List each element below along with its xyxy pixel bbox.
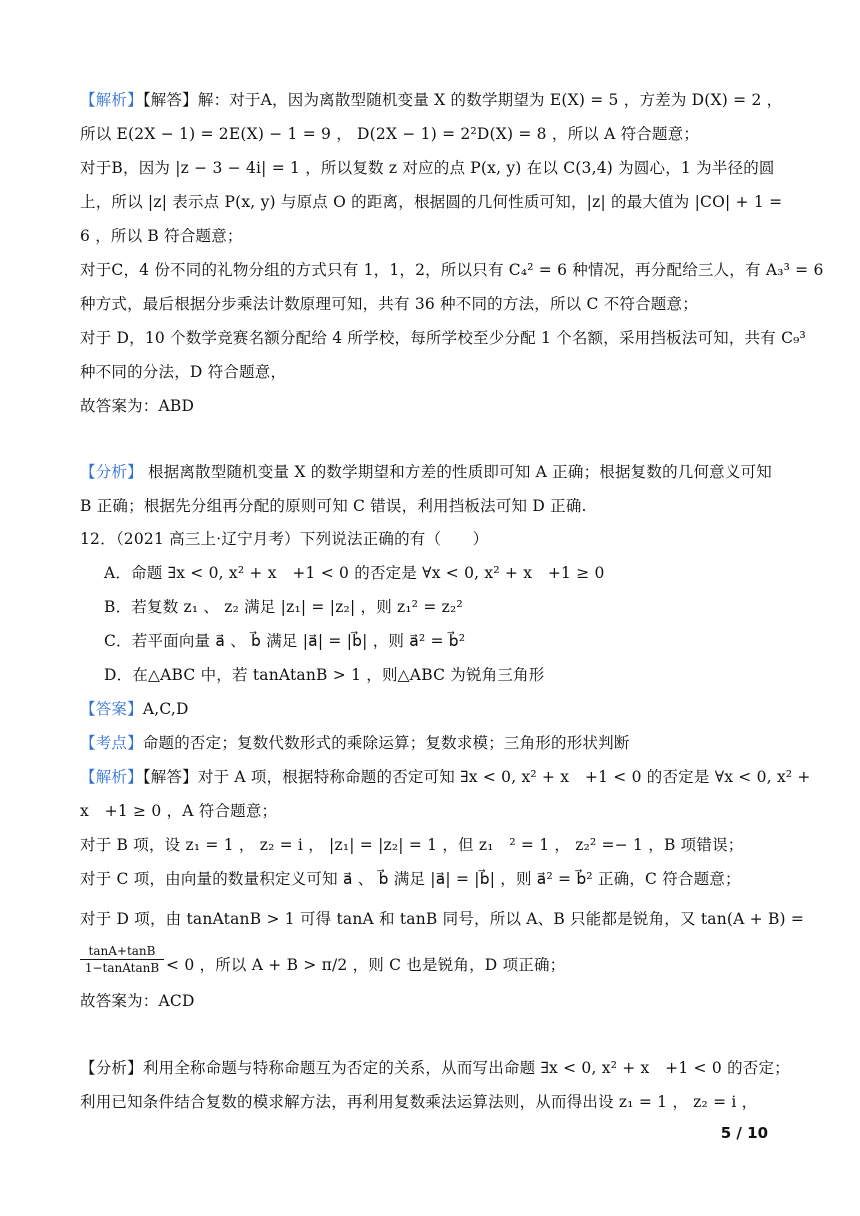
q12-fenxi-line-2: 利用已知条件结合复数的模求解方法，再利用复数乘法运算法则，从而得出设 z₁ = 1 ， z₂ = i ，: [80, 1093, 758, 1111]
q12-option-c: C．若平面向量 a⃗ 、 b⃗ 满足 |a⃗| = |b⃗| ，则 a⃗² = b⃗²: [104, 632, 466, 650]
q11-jiexi-line-2: 所以 E(2X − 1) = 2E(X) − 1 = 9 ， D(2X − 1) = 2²D(X) = 8 ，所以 A 符合题意；: [80, 125, 700, 143]
q11-answer-line: 故答案为：ABD: [80, 397, 195, 415]
answer-tag: 【答案】: [80, 700, 143, 718]
tan-sum-fraction: [80, 944, 164, 975]
q12-jiexi-line-4: 对于 C 项，由向量的数量积定义可知 a⃗ 、 b⃗ 满足 |a⃗| = |b⃗| ，则 a⃗² = b⃗² 正确，C 符合题意；: [80, 870, 741, 888]
q12-fenxi-line-1: 【分析】利用全称命题与特称命题互为否定的关系，从而写出命题 ∃x < 0, x² + x +1 < 0 的否定；: [80, 1059, 790, 1077]
q11-jiexi-line-9: 种不同的分法，D 符合题意，: [80, 363, 287, 381]
q12-stem: 12．（2021 高三上·辽宁月考）下列说法正确的有（ ）: [80, 530, 489, 548]
fenxi-tag: 【分析】: [80, 463, 143, 481]
q12-option-d: D．在△ABC 中，若 tanAtanB > 1 ，则△ABC 为锐角三角形: [104, 666, 545, 684]
q11-jiexi-line-6: 对于C，4 份不同的礼物分组的方式只有 1，1，2，所以只有 C₄² = 6 种情况，再分配给三人，有 A₃³ = 6: [80, 261, 824, 279]
q11-jiexi-line-4: 上，所以 |z| 表示点 P(x, y) 与原点 O 的距离，根据圆的几何性质可知，|z| 的最大值为 |CO| + 1 =: [80, 193, 783, 211]
page-number: 5 / 10: [720, 1124, 768, 1142]
q12-answer-line: 故答案为：ACD: [80, 992, 195, 1010]
q11-fenxi-line-1: 【分析】 根据离散型随机变量 X 的数学期望和方差的性质即可知 A 正确；根据复数的几何意义可知: [80, 463, 772, 481]
q12-answer: 【答案】A,C,D: [80, 700, 189, 718]
q11-jiexi-line-3: 对于B，因为 |z − 3 − 4i| = 1 ，所以复数 z 对应的点 P(x, y) 在以 C(3,4) 为圆心，1 为半径的圆: [80, 159, 775, 177]
q12-jiexi-line-1: 【解析】【解答】对于 A 项，根据特称命题的否定可知 ∃x < 0, x² + x +1 < 0 的否定是 ∀x < 0, x² +: [80, 768, 811, 786]
q12-jiexi-line-6: < 0 ，所以 A + B > π/2 ，则 C 也是锐角，D 项正确；: [166, 956, 566, 974]
q12-option-a: A．命题 ∃x < 0, x² + x +1 < 0 的否定是 ∀x < 0, x² + x +1 ≥ 0: [104, 564, 605, 582]
fenxi-tag: 【分析】: [80, 1059, 143, 1077]
q12-jiexi-line-2: x +1 ≥ 0 ，A 符合题意；: [80, 802, 278, 820]
fraction-denominator: 1−tanAtanB: [84, 961, 160, 975]
q12-jiexi-line-5: 对于 D 项，由 tanAtanB > 1 可得 tanA 和 tanB 同号，所以 A、B 只能都是锐角，又 tan(A + B) =: [80, 910, 805, 928]
kaodian-tag: 【考点】: [80, 734, 143, 752]
jiexi-tag: 【解析】: [80, 91, 143, 109]
fraction-numerator: tanA+tanB: [80, 944, 164, 960]
q11-jiexi-line-7: 种方式，最后根据分步乘法计数原理可知，共有 36 种不同的方法，所以 C 不符合题意；: [80, 295, 698, 313]
q12-option-b: B．若复数 z₁ 、 z₂ 满足 |z₁| = |z₂| ，则 z₁² = z₂²: [104, 598, 463, 616]
jiexi-tag: 【解析】: [80, 768, 143, 786]
q11-fenxi-line-2: B 正确；根据先分组再分配的原则可知 C 错误，利用挡板法可知 D 正确.: [80, 497, 587, 515]
q12-kaodian: 【考点】命题的否定；复数代数形式的乘除运算；复数求模；三角形的形状判断: [80, 734, 630, 752]
q11-jiexi-line-1: 【解析】【解答】解：对于A，因为离散型随机变量 X 的数学期望为 E(X) = 5 ，方差为 D(X) = 2 ，: [80, 91, 783, 109]
q11-jiexi-line-8: 对于 D，10 个数学竞赛名额分配给 4 所学校，每所学校至少分配 1 个名额，采用挡板法可知，共有 C₉³: [80, 329, 806, 347]
q11-jiexi-line-5: 6 ，所以 B 符合题意；: [80, 227, 243, 245]
q12-jiexi-line-3: 对于 B 项，设 z₁ = 1 ， z₂ = i ， |z₁| = |z₂| = 1 ，但 z₁ ² = 1 ， z₂² =− 1 ，B 项错误；: [80, 836, 744, 854]
